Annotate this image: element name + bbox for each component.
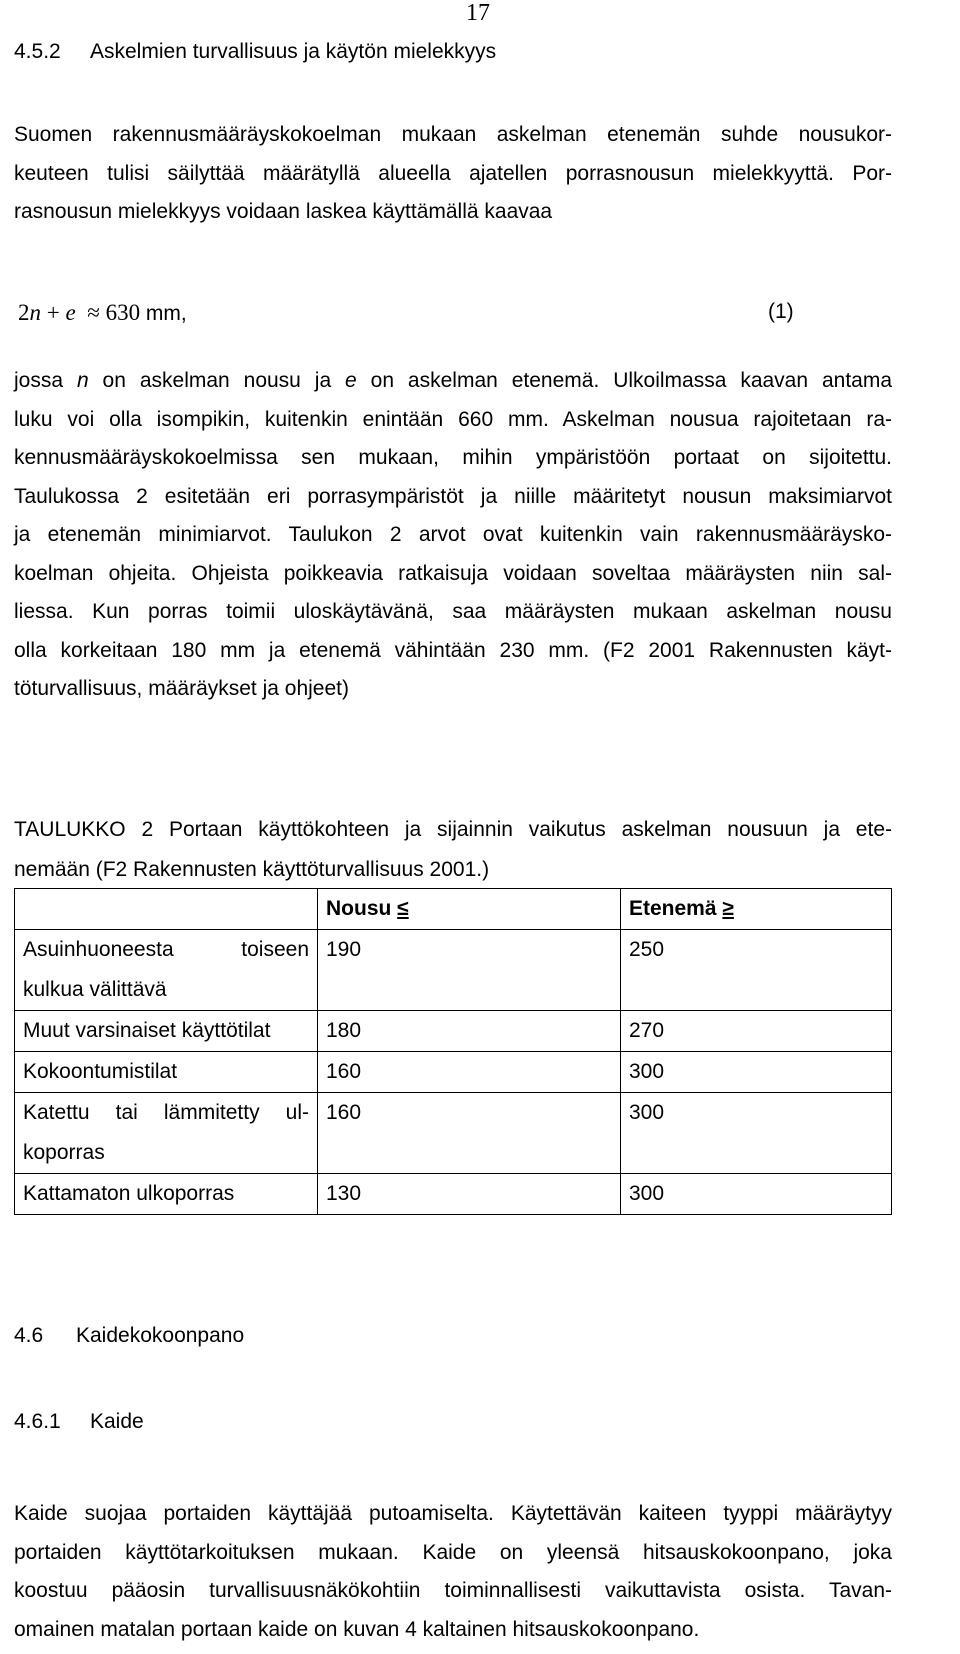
paragraph-explanation bbox=[14, 362, 892, 709]
row-label-cell bbox=[15, 1093, 318, 1174]
formula-var-n: n bbox=[29, 300, 41, 325]
etenema-cell: 300 bbox=[621, 1052, 892, 1093]
paragraph-line: rasnousun mielekkyys voidaan laskea käyttämällä kaavaa bbox=[14, 200, 553, 223]
table-row bbox=[15, 930, 892, 1011]
etenema-cell: 300 bbox=[621, 1174, 892, 1215]
paragraph-line: Taulukossa 2 esitetään eri porrasympäristöt ja niille määritetyt nousun maksimiarvot bbox=[14, 484, 892, 508]
section-heading-4-6 bbox=[14, 1324, 244, 1348]
paragraph-intro bbox=[14, 116, 892, 232]
row-label: Katettu tai lämmitetty ul- bbox=[23, 1101, 309, 1124]
caption-line: nemään (F2 Rakennusten käyttöturvallisuus 2001.) bbox=[14, 858, 490, 881]
paragraph-line: kennusmääräyskokoelmissa sen mukaan, mihin ympäristöön portaat on sijoitettu. bbox=[14, 446, 892, 469]
caption-line: TAULUKKO 2 Portaan käyttökohteen ja sijainnin vaikutus askelman nousuun ja ete- bbox=[14, 818, 892, 841]
formula bbox=[18, 300, 187, 326]
paragraph-line: koelman ohjeita. Ohjeista poikkeavia ratkaisuja voidaan soveltaa määräysten niin sal- bbox=[14, 561, 892, 585]
paragraph-line: koostuu pääosin turvallisuusnäkökohtiin toiminnallisesti vaikuttavista osista. Tavan- bbox=[14, 1579, 892, 1602]
table-row bbox=[15, 1011, 892, 1052]
table-row bbox=[15, 1052, 892, 1093]
row-label-cell: Kokoontumistilat bbox=[15, 1052, 318, 1093]
header-cell-nousu bbox=[318, 889, 621, 930]
paragraph-line: luku voi olla isompikin, kuitenkin enintään 660 mm. Askelman nousua rajoitetaan ra- bbox=[14, 407, 892, 431]
paragraph-line: portaiden käyttötarkoituksen mukaan. Kaide on yleensä hitsauskokoonpano, joka bbox=[14, 1540, 892, 1564]
formula-unit: mm, bbox=[145, 302, 187, 325]
paragraph-line: olla korkeitaan 180 mm ja etenemä vähintään 230 mm. (F2 2001 Rakennusten käyt- bbox=[14, 638, 892, 662]
header-cell-empty bbox=[15, 889, 318, 930]
nousu-cell: 160 bbox=[318, 1093, 621, 1174]
section-heading-4-5-2 bbox=[14, 40, 496, 64]
paragraph-line: töturvallisuus, määräykset ja ohjeet) bbox=[14, 677, 349, 700]
table-row bbox=[15, 1174, 892, 1215]
nousu-cell: 130 bbox=[318, 1174, 621, 1215]
formula-var-e: e bbox=[65, 300, 76, 325]
paragraph-line: liessa. Kun porras toimii uloskäytävänä, saa määräysten mukaan askelman nousu bbox=[14, 600, 892, 623]
nousu-cell: 160 bbox=[318, 1052, 621, 1093]
nousu-cell: 180 bbox=[318, 1011, 621, 1052]
paragraph-railing bbox=[14, 1495, 892, 1649]
row-label-cell: Muut varsinaiset käyttötilat bbox=[15, 1011, 318, 1052]
paragraph-line: keuteen tulisi säilyttää määrätyllä alueella ajatellen porrasnousun mielekkyyttä. Por- bbox=[14, 161, 892, 185]
etenema-cell: 270 bbox=[621, 1011, 892, 1052]
var-n: n bbox=[76, 369, 89, 392]
text-run: on askelman etenemä. Ulkoilmassa kaavan antama bbox=[356, 369, 893, 392]
header-label: Nousu bbox=[326, 897, 392, 920]
formula-plus: + bbox=[46, 300, 60, 325]
header-cell-etenema bbox=[621, 889, 892, 930]
text-run: jossa bbox=[14, 369, 77, 392]
stair-dimensions-table bbox=[14, 888, 892, 1215]
paragraph-line: omainen matalan portaan kaide on kuvan 4 kaltainen hitsauskokoonpano. bbox=[14, 1617, 700, 1641]
section-number: 4.6.1 bbox=[14, 1410, 61, 1433]
row-label-cell: Kattamaton ulkoporras bbox=[15, 1174, 318, 1215]
var-e: e bbox=[345, 369, 357, 392]
paragraph-line bbox=[14, 362, 892, 401]
less-equal-symbol: ≤ bbox=[397, 897, 409, 920]
section-title: Kaidekokoonpano bbox=[76, 1324, 245, 1347]
etenema-cell: 250 bbox=[621, 930, 892, 1011]
section-number: 4.5.2 bbox=[14, 40, 61, 63]
row-label: kulkua välittävä bbox=[23, 978, 167, 1001]
section-number: 4.6 bbox=[14, 1324, 44, 1347]
paragraph-line: ja etenemän minimiarvot. Taulukon 2 arvot ovat kuitenkin vain rakennusmääräysko- bbox=[14, 523, 892, 546]
formula-approx: ≈ bbox=[87, 300, 100, 325]
paragraph-line: Suomen rakennusmääräyskokoelman mukaan askelman etenemän suhde nousukor- bbox=[14, 123, 892, 146]
section-title: Kaide bbox=[90, 1410, 144, 1433]
row-label: Asuinhuoneesta toiseen bbox=[23, 938, 309, 961]
table-caption bbox=[14, 810, 892, 890]
formula-label: (1) bbox=[768, 300, 794, 323]
page-number: 17 bbox=[466, 0, 490, 26]
formula-coefficient: 2 bbox=[18, 300, 30, 325]
section-heading-4-6-1 bbox=[14, 1410, 144, 1434]
text-run: on askelman nousu ja bbox=[88, 369, 346, 392]
formula-expression bbox=[18, 300, 140, 325]
table-row bbox=[15, 1093, 892, 1174]
row-label: koporras bbox=[23, 1141, 105, 1164]
paragraph-line: Kaide suojaa portaiden käyttäjää putoamiselta. Käytettävän kaiteen tyyppi määräytyy bbox=[14, 1502, 892, 1525]
table-header-row bbox=[15, 889, 892, 930]
row-label-cell bbox=[15, 930, 318, 1011]
header-label: Etenemä bbox=[629, 897, 717, 920]
etenema-cell: 300 bbox=[621, 1093, 892, 1174]
formula-value: 630 bbox=[105, 300, 141, 325]
nousu-cell: 190 bbox=[318, 930, 621, 1011]
section-title: Askelmien turvallisuus ja käytön mielekkyys bbox=[90, 40, 497, 63]
greater-equal-symbol: ≥ bbox=[722, 897, 734, 920]
